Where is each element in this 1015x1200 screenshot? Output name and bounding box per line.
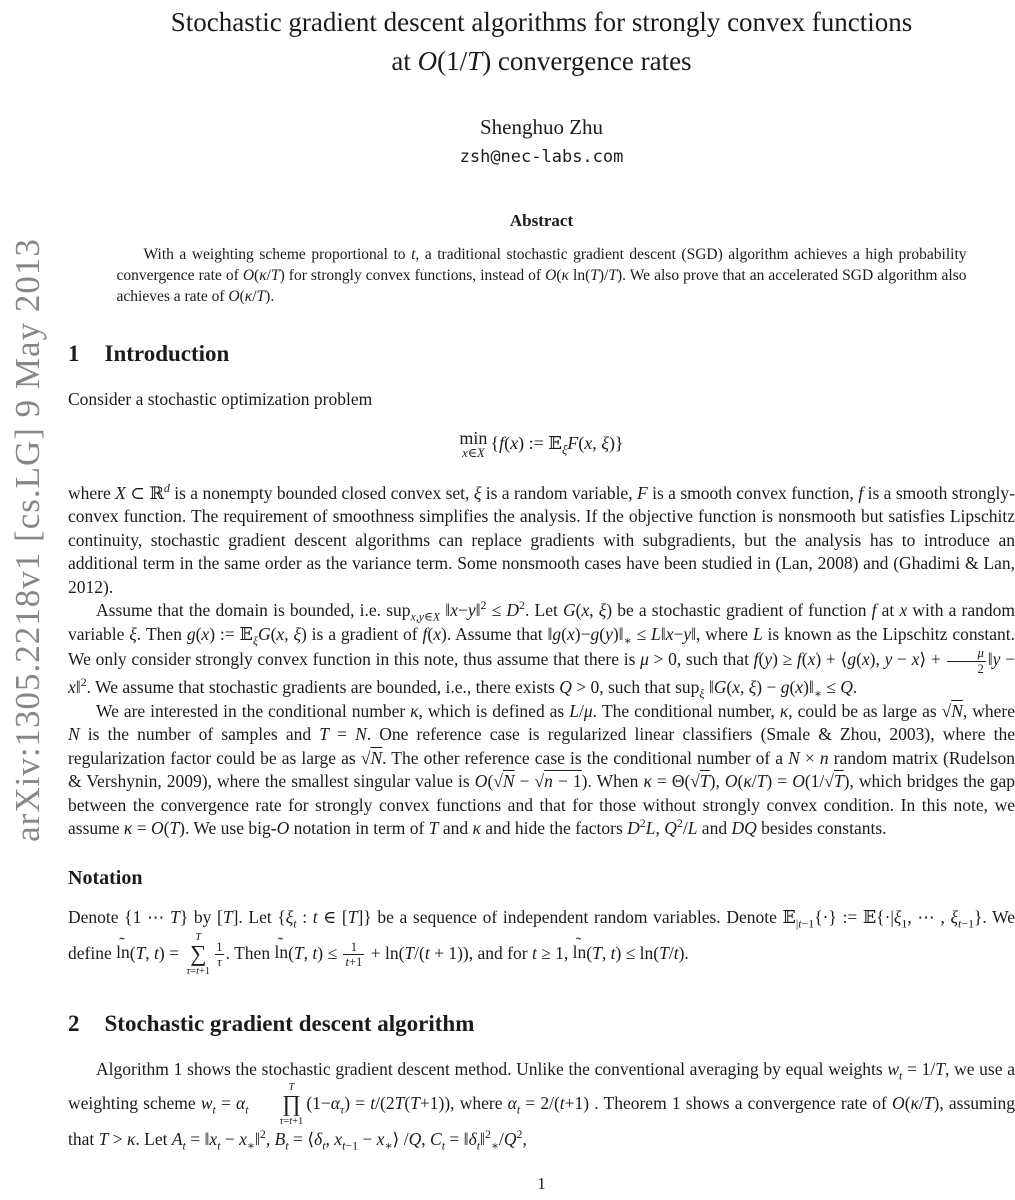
author-name: Shenghuo Zhu	[479, 115, 604, 139]
equation-main-problem: min x∈X {f(x) := 𝔼$_\xi$F(x, ξ)}	[459, 427, 624, 461]
abstract-body: With a weighting scheme proportional to t, a traditional stochastic gradient descent (SGD) algorithm achieves a high probability convergence rate of O(κ/T) for strongly convex functions, instead of O(κ ln(T)/T). We also prove that an accelerated SGD algorithm also achieves a rate of O(κ/T).	[116, 246, 967, 305]
paragraph-conditional-number: We are interested in the conditional number κ, which is defined as L/μ. The conditional number, κ, could be as large as √N, where N is the number of samples and T = N. One reference case is regularized linear classifiers (Smale & Zhou, 2003), where the regularization factor could be as large as √N. The other reference case is the conditional number of a N × n random matrix (Rudelson & Vershynin, 2009), where the smallest singular value is O(√N − √n − 1). When κ = Θ(√T), O(κ/T) = O(1/√T), which bridges the gap between the convergence rate for strongly convex functions and that for those without strongly convex condition. In this note, we assume κ = O(T). We use big-O notation in term of T and κ and hide the factors $D^2L$, $Q^2/L$ and DQ besides constants.	[68, 700, 1015, 839]
section-1-heading	[68, 341, 1015, 367]
section-2-title: Stochastic gradient descent algorithm	[104, 1011, 475, 1037]
paragraph-algorithm: Algorithm 1 shows the stochastic gradient descent method. Unlike the conventional averaging by equal weights $w_t = 1/T$, we use a weighting scheme $w_t = \alpha_t$ T ∏ τ=t+1 $(1-\alpha_\tau) = t/(2T(T+1))$, where $\alpha_t = 2/(t+1)$ . Theorem 1 shows a convergence rate of O(κ/T), assuming that T > κ. Let $A_t$ = $‖x_t$ − $x_∗‖^2$, $B_t$ = $⟨\delta_t$, $x_{t-1}$ − $x_∗⟩$ /Q, $C_t$ = $‖\delta_t‖^2_∗/Q^2$,	[68, 1059, 1015, 1153]
page-body	[68, 0, 1015, 1151]
section-2-number: 2	[68, 1011, 80, 1037]
arxiv-watermark-text: arXiv:1305.2218v1 [cs.LG] 9 May 2013	[8, 238, 47, 842]
arxiv-watermark	[2, 205, 54, 875]
author-email: zsh@nec-labs.com	[459, 147, 624, 167]
abstract-heading: Abstract	[509, 211, 574, 230]
section-1-title: Introduction	[104, 341, 230, 366]
notation-body: Denote {1 ⋯ T} by [T]. Let {$\xi_t$ : t ∈ [T]} be a sequence of independent random variables. Denote 𝔼$_{|t-1}${·} := $𝔼\{\cdot|\xi_1$, ⋯ , $\xi_{t-1}$}. We define ln ˜(T, t) = T ∑ τ=t+1 $\frac{1}{\tau}$ . Then ln ˜(T, t) ≤ $\frac{1}{t+1}$ + ln(T/(t + 1)), and for t ≥ 1, ln ˜(T, t) ≤ ln(T/t).	[68, 903, 1015, 978]
paragraph-consider: Consider a stochastic optimization problem	[68, 389, 373, 409]
page-number: 1	[537, 1174, 546, 1193]
section-1-number: 1	[68, 341, 80, 366]
notation-heading: Notation	[68, 866, 143, 889]
paragraph-assume: Assume that the domain is bounded, i.e. sup$_{x,y\in X}$ ‖x−y‖$^2$ ≤ $D^2$. Let G(x, ξ) be a stochastic gradient of function f at x with a random variable ξ. Then g(x) := 𝔼$_\xi$G(x, ξ) is a gradient of f(x). Assume that $‖g(x)-g(y)‖_∗$ ≤ L‖x−y‖, where L is known as the Lipschitz constant. We only consider strongly convex function in this note, thus assume that there is μ > 0, such that f(y) ≥ f(x) + ⟨g(x), y − x⟩ + $\frac{\mu}{2}$ ‖y − x‖$^2$. We assume that stochastic gradients are bounded, i.e., there exists Q > 0, such that sup$_\xi$ ‖G(x, $\xi) - g(x)‖_∗ \le Q$.	[68, 598, 1015, 701]
paper-title-line1: Stochastic gradient descent algorithms for strongly convex functions	[170, 7, 913, 37]
section-2-heading	[68, 1011, 1015, 1037]
paper-title	[68, 0, 1015, 81]
paper-title-line2: at O(1/T) convergence rates	[391, 46, 692, 76]
paragraph-where: where X ⊂ ℝ$^d$ is a nonempty bounded closed convex set, ξ is a random variable, F is a smooth convex function, f is a smooth strongly-convex function. The requirement of smoothness simplifies the analysis. If the objective function is nonsmooth but satisfies Lipschitz continuity, stochastic gradient descent algorithms can replace gradients with subgradients, but the analysis has to introduce an additional term in the same order as the variance term. Some nonsmooth cases have been studied in (Lan, 2008) and (Ghadimi & Lan, 2012).	[68, 480, 1015, 597]
